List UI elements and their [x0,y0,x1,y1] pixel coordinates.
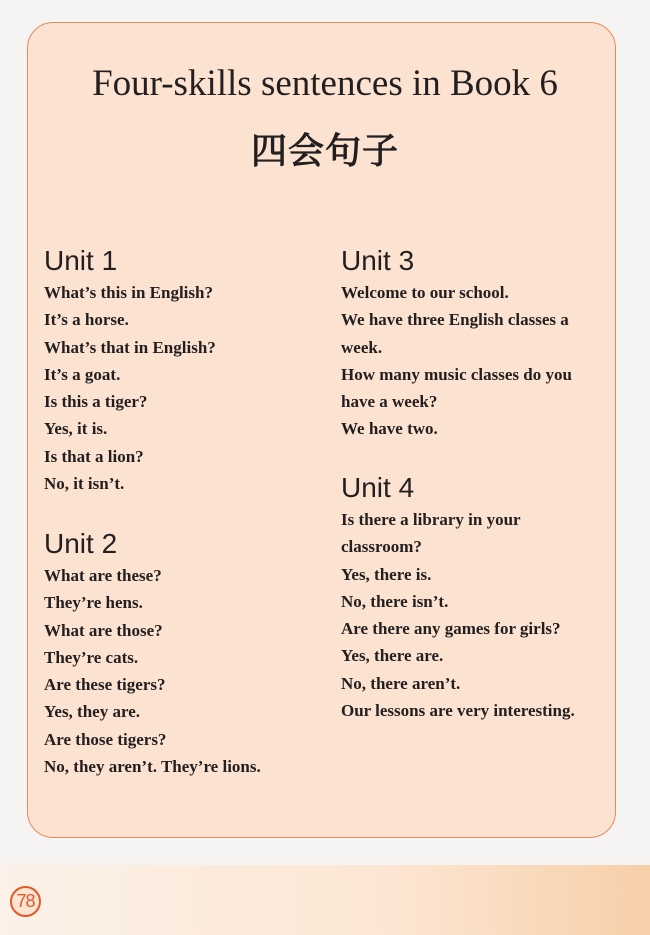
sentence: How many music classes do you [341,364,572,384]
unit-heading: Unit 3 [341,245,415,276]
sentence-list [341,279,572,443]
sentence-list [44,279,216,497]
sentence: What’s this in English? [44,283,213,302]
sentence: Are there any games for girls? [341,619,561,639]
unit-1-section [44,245,216,497]
sentence: Is that a lion? [44,446,144,466]
sentence: We have three English classes a [341,310,569,330]
unit-4-section [341,472,575,724]
sentence: have a week? [341,392,438,412]
sentence: Is there a library in your [341,510,521,529]
sentence: No, they aren’t. They’re lions. [44,757,261,777]
sentence: What are these? [44,566,162,585]
unit-heading: Unit 4 [341,472,415,503]
sentence: It’s a goat. [44,364,121,384]
sentence: They’re hens. [44,593,143,613]
sentence: week. [341,337,383,357]
sentence: Are these tigers? [44,675,166,695]
sentence-list [341,506,575,724]
sentence: Is this a tiger? [44,392,148,412]
unit-3-section [341,245,572,443]
sentence: No, there aren’t. [341,673,461,693]
sentence: Yes, there are. [341,646,444,666]
unit-2-section [44,528,261,780]
page-number-badge: 78 [10,886,41,917]
sentence: Yes, they are. [44,702,140,722]
sentence-list [44,562,261,780]
sentence: Yes, it is. [44,419,108,439]
sentence: Our lessons are very interesting. [341,701,575,721]
sentence: We have two. [341,419,438,439]
sentence: What’s that in English? [44,337,216,357]
sentence: No, there isn’t. [341,591,449,611]
sentence: No, it isn’t. [44,474,125,494]
sentence: They’re cats. [44,647,139,667]
sentence: Yes, there is. [341,564,432,584]
sentence: What are those? [44,620,163,640]
unit-heading: Unit 2 [44,528,118,559]
sentence: classroom? [341,537,422,557]
page-subtitle: 四会句子 [250,131,399,172]
sentence: Are those tigers? [44,729,167,749]
unit-heading: Unit 1 [44,245,118,276]
page-footer-band [0,865,650,935]
sentence: Welcome to our school. [341,283,509,302]
sentence: It’s a horse. [44,310,129,330]
page-title: Four-skills sentences in Book 6 [92,63,558,104]
